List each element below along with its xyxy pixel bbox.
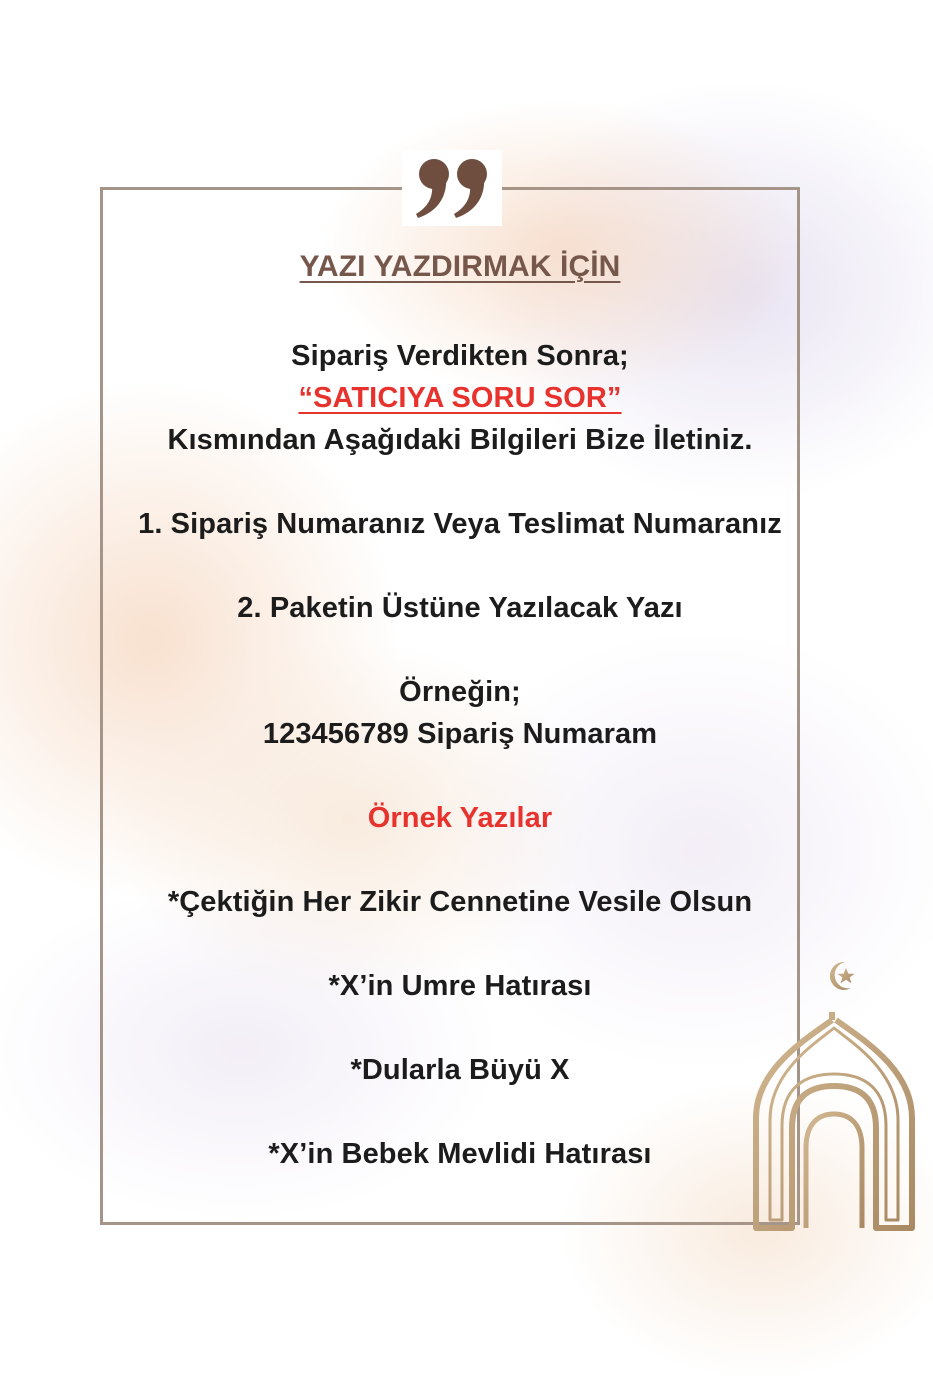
sample-text: *X’in Umre Hatırası [328, 970, 592, 1002]
page-title: YAZI YAZDIRMAK İÇİN [299, 250, 621, 283]
example-label: Örneğin; [399, 676, 521, 708]
quote-ornament [402, 150, 502, 226]
closing-quote-icon [402, 150, 502, 226]
samples-heading: Örnek Yazılar [367, 802, 553, 834]
mosque-crescent-star-icon [748, 958, 920, 1232]
sample-text: *X’in Bebek Mevlidi Hatırası [268, 1138, 652, 1170]
ask-seller-link: “SATICIYA SORU SOR” [298, 382, 622, 414]
sample-text: *Dularla Büyü X [350, 1054, 570, 1086]
step-item: 2. Paketin Üstüne Yazılacak Yazı [237, 592, 683, 624]
sample-text: *Çektiğin Her Zikir Cennetine Vesile Olsun [167, 886, 753, 918]
intro-text: Kısmından Aşağıdaki Bilgileri Bize İletiniz. [167, 424, 753, 456]
step-item: 1. Sipariş Numaranız Veya Teslimat Numaranız [138, 508, 782, 540]
intro-text: Sipariş Verdikten Sonra; [291, 340, 629, 372]
example-value: 123456789 Sipariş Numaram [262, 718, 658, 750]
